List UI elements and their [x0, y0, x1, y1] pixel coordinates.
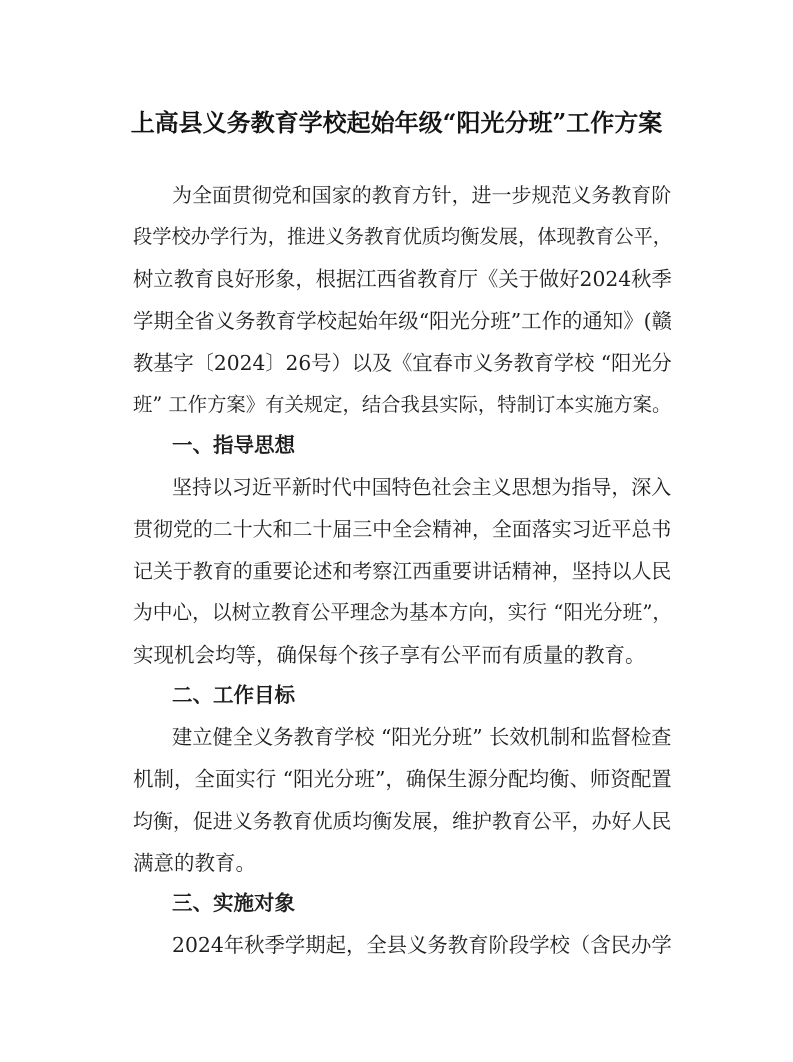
paragraph-line: 段学校办学行为，推进义务教育优质均衡发展，体现教育公平，: [133, 225, 672, 248]
paragraph-line: 班” 工作方案》有关规定，结合我县实际，特制订本实施方案。: [133, 393, 672, 416]
paragraph-line: 均衡，促进义务教育优质均衡发展，维护教育公平，办好人民: [133, 809, 672, 833]
section-heading-work-goals: 二、工作目标: [172, 683, 295, 707]
paragraph-line: 为全面贯彻党和国家的教育方针，进一步规范义务教育阶: [172, 183, 672, 207]
paragraph-line: 2024年秋季学期起，全县义务教育阶段学校（含民办学: [172, 933, 672, 957]
paragraph-line: 满意的教育。: [133, 851, 256, 875]
document-title: 上高县义务教育学校起始年级“阳光分班”工作方案: [130, 108, 663, 137]
paragraph-line: 机制，全面实行 “阳光分班”，确保生源分配均衡、师资配置: [133, 767, 672, 791]
paragraph-line: 教基字〔2024〕26号）以及《宜春市义务教育学校 “阳光分: [133, 351, 672, 375]
section-heading-implementation-target: 三、实施对象: [172, 891, 295, 915]
paragraph-line: 贯彻党的二十大和二十届三中全会精神，全面落实习近平总书: [133, 517, 672, 541]
paragraph-line: 实现机会均等，确保每个孩子享有公平而有质量的教育。: [133, 643, 646, 667]
paragraph-line: 建立健全义务教育学校 “阳光分班” 长效机制和监督检查: [172, 725, 672, 749]
paragraph-line: 记关于教育的重要论述和考察江西重要讲话精神，坚持以人民: [133, 559, 672, 583]
paragraph-line: 树立教育良好形象，根据江西省教育厅《关于做好2024秋季: [133, 267, 672, 291]
paragraph-line: 为中心，以树立教育公平理念为基本方向，实行 “阳光分班”，: [133, 601, 673, 624]
section-heading-guiding-ideology: 一、指导思想: [172, 433, 295, 457]
paragraph-line: 坚持以习近平新时代中国特色社会主义思想为指导，深入: [172, 475, 672, 499]
paragraph-line: 学期全省义务教育学校起始年级“阳光分班”工作的通知》(赣: [133, 309, 672, 333]
